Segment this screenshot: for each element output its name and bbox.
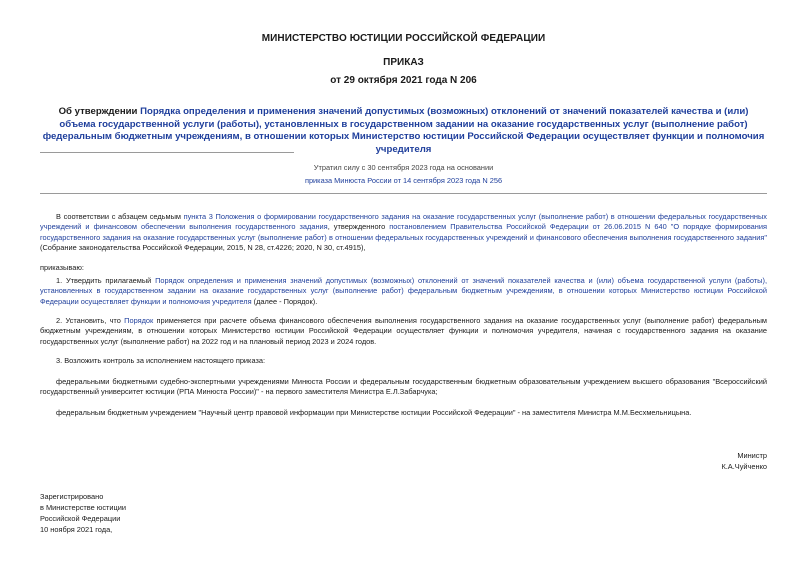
item-2-text-2: применяется при расчете объема финансового обеспечения выполнения государственного задания на оказание государственных услуг (выполнение работ) федеральным бюджетным учреждениям, в отношении которых Министерство юстиции Российской Федерации осуществляет функции и полномочия учредителя, начиная с государственного задания на оказание государственных услуг (выполнение работ) на 2022 год и на плановый период 2023 и 2024 годов. [40,316,767,346]
item-1-text-2: (далее - Порядок). [251,296,318,306]
title-link[interactable]: Порядка определения и применения значений допустимых (возможных) отклонений от значений показателей качества и (или) объема государственной услуги (работы), установленных в государственном задании на оказание государственных услуг (выполнение работ) федеральным бюджетным учреждениям, в отношении которых Министерство юстиции Российской Федерации осуществляет функции и полномочия учредителя [42,106,765,155]
divider-top [40,152,294,153]
preamble-link-2[interactable]: постановлением Правительства Российской Федерации от 26.06.2015 N 640 "О порядке формирования государственного задания на оказание государственных услуг (выполнение работ) в отношении федеральных государственных учреждений и финансового обеспечения выполнения государственного задания" [40,222,767,242]
item-3b-paragraph: федеральным бюджетным учреждением "Научный центр правовой информации при Министерстве юстиции Российской Федерации" - на заместителя Министра М.М.Бесхмельницына. [56,408,692,417]
repeal-note-link-line [0,175,807,187]
orders-word: приказываю: [40,263,84,272]
ministry-heading: МИНИСТЕРСТВО ЮСТИЦИИ РОССИЙСКОЙ ФЕДЕРАЦИИ [261,33,546,44]
title-prefix: Об утверждении [58,106,141,117]
document-title [40,106,767,156]
item-1-paragraph [40,276,767,307]
item-2-link[interactable]: Порядок [124,316,154,325]
preamble-text-3: (Собрание законодательства Российской Федерации, 2015, N 28, ст.4226; 2020, N 30, ст.4915), [40,243,366,253]
item-1-link[interactable]: Порядок определения и применения значений допустимых (возможных) отклонений от значений показателей качества и (или) объема государственной услуги (работы), установленных в государственном задании на оказание государственных услуг (выполнение работ) федеральным бюджетным учреждениям, в отношении которых Министерство юстиции Российской Федерации осуществляет функции и полномочия учредителя [40,276,767,306]
doc-type-heading: ПРИКАЗ [383,57,424,68]
registration-line-3: Российской Федерации [40,514,121,523]
repeal-note: Утратил силу с 30 сентября 2023 года на основании [313,163,494,172]
item-2-paragraph [40,316,767,347]
registration-line-2: в Министерстве юстиции [40,503,127,512]
preamble-link-1[interactable]: пункта 3 Положения о формировании государственного задания на оказание государственных услуг (выполнение работ) в отношении федеральных государственных учреждений и финансовом обеспечении выполнения государственного задания [40,212,767,232]
registration-line-4: 10 ноября 2021 года, [40,525,113,534]
item-1-text-1: 1. Утвердить прилагаемый [56,276,156,285]
preamble-text-2: , утвержденного [327,222,390,232]
preamble-paragraph [40,212,767,254]
preamble-text-1: В соответствии с абзацем седьмым [56,212,184,221]
signature-name: К.А.Чуйченко [721,462,767,471]
item-2-text-1: 2. Установить, что [56,316,125,325]
item-3a-paragraph: федеральными бюджетными судебно-экспертными учреждениями Минюста России и федеральным государственным бюджетным образовательным учреждением высшего образования "Всероссийский государственный университет юстиции (РПА Минюста России)" - на первого заместителя Министра Е.Л.Забарчука; [40,377,767,397]
repeal-order-link[interactable]: приказа Минюста России от 14 сентября 2023 года N 256 [304,176,503,185]
registration-line-1: Зарегистрировано [40,492,104,501]
signature-position: Министр [737,451,767,460]
date-number-heading: от 29 октября 2021 года N 206 [330,75,477,86]
divider-bottom [40,193,767,194]
item-3-paragraph: 3. Возложить контроль за исполнением настоящего приказа: [56,356,266,365]
